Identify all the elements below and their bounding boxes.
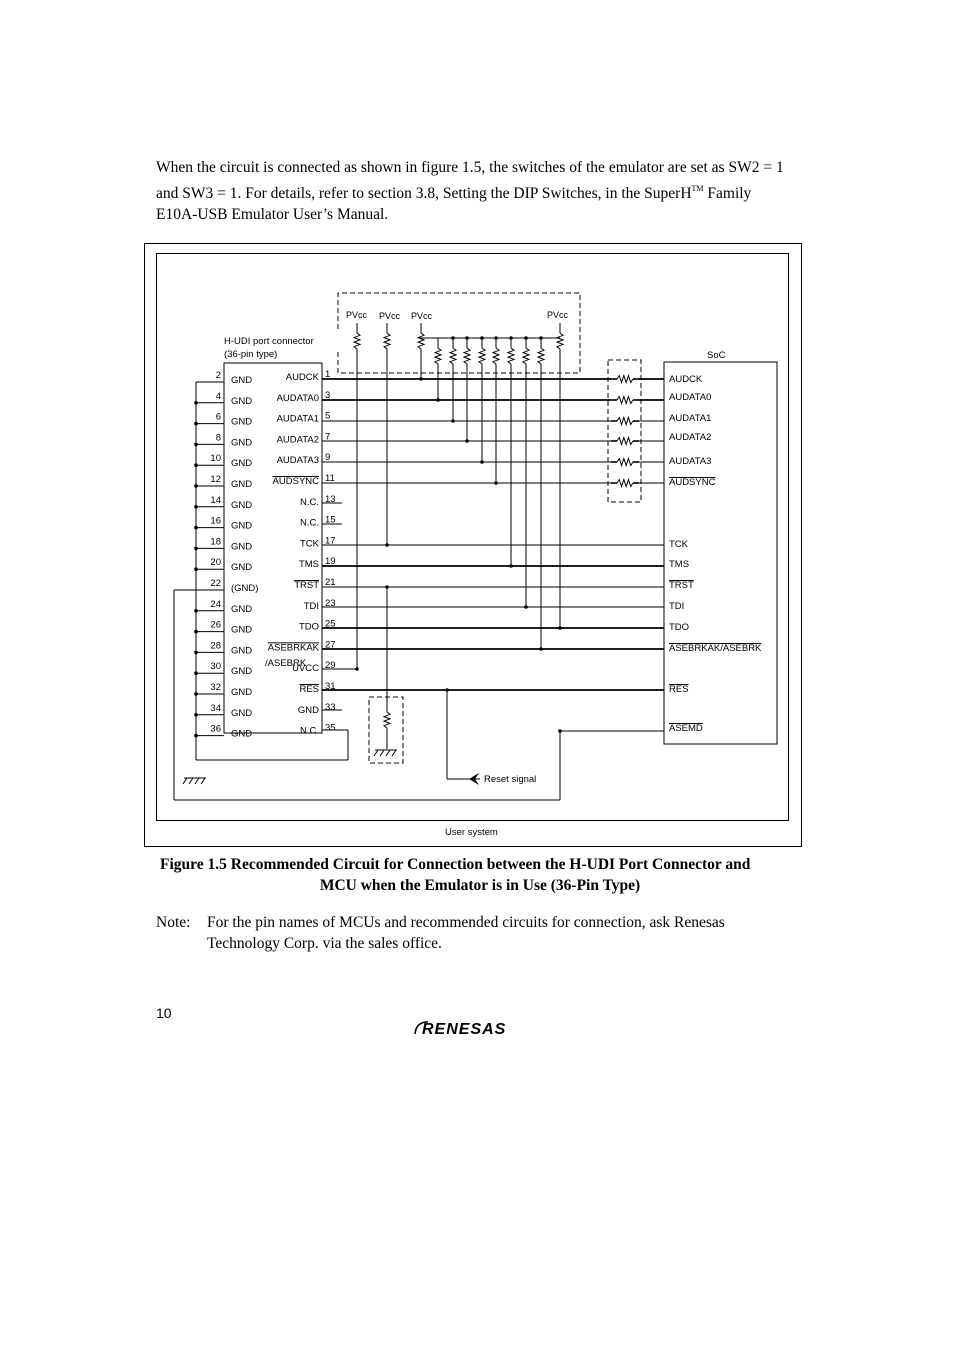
soc-pin-label: AUDSYNC bbox=[669, 477, 716, 488]
pullup-enclosure bbox=[338, 293, 580, 373]
resistor bbox=[354, 333, 360, 349]
pvcc-label-4: PVcc bbox=[547, 310, 569, 320]
pin-number: 29 bbox=[325, 660, 336, 672]
soc-title: SoC bbox=[707, 350, 726, 361]
junction-dot bbox=[524, 605, 528, 609]
junction-dot bbox=[194, 401, 198, 405]
pulldown-enclosure bbox=[369, 697, 403, 763]
ground-symbol bbox=[189, 778, 193, 784]
junction-dot bbox=[451, 419, 455, 423]
pin-number: 1 bbox=[325, 369, 331, 380]
pin-label: GND bbox=[231, 375, 253, 386]
junction-dot bbox=[509, 564, 513, 568]
pin-number: 8 bbox=[215, 432, 221, 444]
pin-label: AUDSYNC bbox=[272, 476, 319, 487]
resistor bbox=[450, 348, 456, 364]
resistor bbox=[538, 348, 544, 364]
pin-label: TRST bbox=[294, 580, 319, 591]
pin-label: GND bbox=[231, 458, 253, 470]
soc-pin-label: AUDATA1 bbox=[669, 413, 712, 424]
soc-pin-label: TDI bbox=[669, 601, 685, 612]
junction-dot bbox=[558, 626, 562, 630]
junction-dot bbox=[480, 460, 484, 464]
pin-number: 33 bbox=[325, 701, 336, 713]
reset-signal-label: Reset signal bbox=[484, 774, 537, 785]
ground-symbol bbox=[380, 750, 384, 756]
note-label: Note: bbox=[156, 914, 191, 931]
junction-dot bbox=[194, 505, 198, 509]
junction-dot bbox=[539, 647, 543, 651]
pin-label: GND bbox=[231, 728, 253, 740]
pin-number: 23 bbox=[325, 597, 336, 609]
soc-pin-label: TRST bbox=[669, 580, 694, 591]
pin-label: GND bbox=[231, 541, 253, 553]
junction-dot bbox=[194, 713, 198, 717]
soc-pin-label: AUDCK bbox=[669, 374, 703, 385]
junction-dot bbox=[194, 692, 198, 696]
resistor bbox=[617, 438, 633, 445]
pin-number: 9 bbox=[325, 452, 331, 464]
resistor bbox=[384, 712, 390, 728]
resistor bbox=[418, 333, 424, 349]
soc-pin-label: AUDATA3 bbox=[669, 456, 712, 467]
ground-symbol bbox=[201, 778, 205, 784]
pin-number: 31 bbox=[325, 681, 336, 692]
note-body: For the pin names of MCUs and recommended circuits for connection, ask Renesas Technology Corp. via the sales office. bbox=[207, 914, 725, 952]
pin-number: 30 bbox=[210, 661, 221, 673]
connector-title-2: (36-pin type) bbox=[224, 349, 278, 360]
junction-dot bbox=[194, 422, 198, 426]
pin-label: GND bbox=[231, 416, 253, 428]
pin-label: GND bbox=[231, 645, 253, 657]
pin-number: 2 bbox=[215, 370, 221, 381]
pin-label: TMS bbox=[298, 559, 319, 571]
pin-number: 26 bbox=[210, 619, 221, 631]
pin-number: 17 bbox=[325, 535, 336, 547]
intro-text: When the circuit is connected as shown in figure 1.5, the switches of the emulator are set as SW2 = 1 and SW3 = 1. For details, refer to section 3.8, Setting the DIP Switches, in the SuperH bbox=[156, 159, 784, 202]
soc-pin-label: ASEBRKAK/ASEBRK bbox=[669, 643, 762, 654]
resistor bbox=[523, 348, 529, 364]
intro-paragraph bbox=[156, 157, 796, 225]
soc-pin-label: TDO bbox=[669, 622, 690, 633]
pin-number: 34 bbox=[210, 702, 221, 714]
pin-number: 21 bbox=[325, 577, 336, 588]
resistor bbox=[617, 480, 633, 487]
connector-title-1: H-UDI port connector bbox=[224, 336, 314, 347]
junction-dot bbox=[385, 543, 389, 547]
pin-number: 10 bbox=[210, 453, 221, 465]
caption-line-1: Figure 1.5 Recommended Circuit for Connection between the H-UDI Port Connector and bbox=[160, 856, 751, 873]
user-system-label: User system bbox=[445, 827, 498, 838]
pin-label: GND bbox=[231, 520, 253, 532]
logo-text: RENESAS bbox=[422, 1021, 507, 1038]
junction-dot bbox=[194, 651, 198, 655]
junction-dot bbox=[465, 439, 469, 443]
pvcc-label-2: PVcc bbox=[379, 311, 401, 321]
pin-label: AUDATA3 bbox=[276, 455, 319, 467]
soc-pin-label: AUDATA2 bbox=[669, 432, 712, 443]
soc-pin-label: TCK bbox=[669, 539, 688, 550]
soc-pin-label: RES bbox=[669, 684, 689, 695]
pin-number: 3 bbox=[325, 389, 331, 401]
pin-labels bbox=[210, 369, 762, 740]
resistor bbox=[617, 459, 633, 466]
pin-label: TCK bbox=[300, 538, 319, 550]
pin-number: 13 bbox=[325, 493, 336, 505]
pin-label: TDO bbox=[298, 621, 319, 633]
soc-pin-label: ASEMD bbox=[669, 723, 703, 734]
junction-dot bbox=[436, 398, 440, 402]
intro-text-end: Family E10A-USB Emulator User’s Manual. bbox=[156, 185, 752, 223]
junction-dot bbox=[194, 609, 198, 613]
pin-number: 5 bbox=[325, 410, 331, 422]
pin-label: RES bbox=[299, 684, 319, 695]
circuit-diagram bbox=[144, 243, 804, 849]
pin-label: GND bbox=[231, 562, 253, 574]
pin-label: GND bbox=[231, 437, 253, 449]
soc-pin-label: TMS bbox=[669, 559, 690, 570]
pin-number: 11 bbox=[325, 473, 335, 484]
pin-number: 28 bbox=[210, 640, 221, 652]
ground-symbol bbox=[183, 778, 187, 784]
caption-line-2: MCU when the Emulator is in Use (36-Pin Type) bbox=[319, 877, 641, 894]
pin-label: N.C. bbox=[300, 725, 319, 737]
pin-number: 36 bbox=[210, 723, 221, 735]
junction-dot bbox=[194, 671, 198, 675]
page-number: 10 bbox=[156, 1005, 172, 1021]
pin-number: 16 bbox=[210, 515, 221, 527]
junction-dot bbox=[194, 463, 198, 467]
ground-symbol bbox=[392, 750, 396, 756]
junction-dot bbox=[419, 377, 423, 381]
pvcc-label-3: PVcc bbox=[411, 311, 433, 321]
pin-label: AUDATA2 bbox=[276, 434, 319, 446]
pin-label: AUDATA1 bbox=[276, 413, 319, 425]
pin-number: 35 bbox=[325, 722, 336, 734]
pin-number: 32 bbox=[210, 682, 221, 693]
soc-pin-label: AUDATA0 bbox=[669, 392, 712, 403]
pin-label: N.C. bbox=[300, 496, 319, 508]
resistor bbox=[508, 348, 514, 364]
junction-dot bbox=[558, 729, 562, 733]
resistor bbox=[435, 348, 441, 364]
pin-number: 18 bbox=[210, 536, 221, 548]
junction-dot bbox=[194, 526, 198, 530]
pin-number: 12 bbox=[210, 474, 221, 485]
pin-number: 27 bbox=[325, 639, 336, 651]
figure-caption bbox=[160, 854, 790, 896]
pin-label: ASEBRKAK bbox=[267, 642, 319, 654]
pin-number: 14 bbox=[210, 494, 221, 506]
diagram-labels bbox=[224, 310, 726, 838]
resistor bbox=[557, 333, 563, 349]
pin-label: GND bbox=[231, 603, 253, 615]
pin-label: GND bbox=[297, 704, 319, 716]
junction-dot bbox=[194, 443, 198, 447]
pin-label: TDI bbox=[303, 600, 319, 612]
junction-dot bbox=[194, 547, 198, 551]
pin-label: GND bbox=[231, 707, 253, 719]
junction-dot bbox=[194, 484, 198, 488]
pin-label: N.C. bbox=[300, 517, 319, 529]
ground-symbol bbox=[195, 778, 199, 784]
pin-label: GND bbox=[231, 687, 253, 698]
junction-dot bbox=[194, 630, 198, 634]
resistor bbox=[384, 333, 390, 349]
pin-number: 6 bbox=[215, 411, 221, 423]
pin-number: 22 bbox=[210, 578, 221, 589]
resistor bbox=[464, 348, 470, 364]
pin-label: AUDATA0 bbox=[276, 392, 319, 404]
pin-label: GND bbox=[231, 395, 253, 407]
pin-number: 7 bbox=[325, 431, 331, 443]
junction-dot bbox=[494, 481, 498, 485]
ground-symbol bbox=[374, 750, 378, 756]
pin-number: 15 bbox=[325, 514, 336, 526]
pin-number: 25 bbox=[325, 618, 336, 630]
resistor bbox=[617, 418, 633, 425]
pin-number: 20 bbox=[210, 557, 221, 569]
pin-label: (GND) bbox=[231, 583, 259, 594]
resistor bbox=[617, 397, 633, 404]
renesas-logo bbox=[412, 1017, 536, 1039]
pin-label: GND bbox=[231, 624, 253, 636]
asebrk-sub-label: /ASEBRK bbox=[265, 658, 307, 669]
pin-number: 24 bbox=[210, 598, 221, 610]
ground-symbol bbox=[386, 750, 390, 756]
junction-dot bbox=[194, 567, 198, 571]
pin-label: AUDCK bbox=[285, 372, 319, 383]
pvcc-label-1: PVcc bbox=[346, 310, 368, 320]
pin-number: 19 bbox=[325, 556, 336, 568]
pin-label: GND bbox=[231, 666, 253, 678]
resistor bbox=[479, 348, 485, 364]
resistor bbox=[617, 376, 633, 383]
trademark-mark: TM bbox=[691, 184, 704, 193]
pin-number: 4 bbox=[215, 390, 221, 402]
pin-label: GND bbox=[231, 499, 253, 511]
pin-label: GND bbox=[231, 479, 253, 490]
pin-label: UVCC bbox=[292, 663, 319, 675]
resistor bbox=[493, 348, 499, 364]
